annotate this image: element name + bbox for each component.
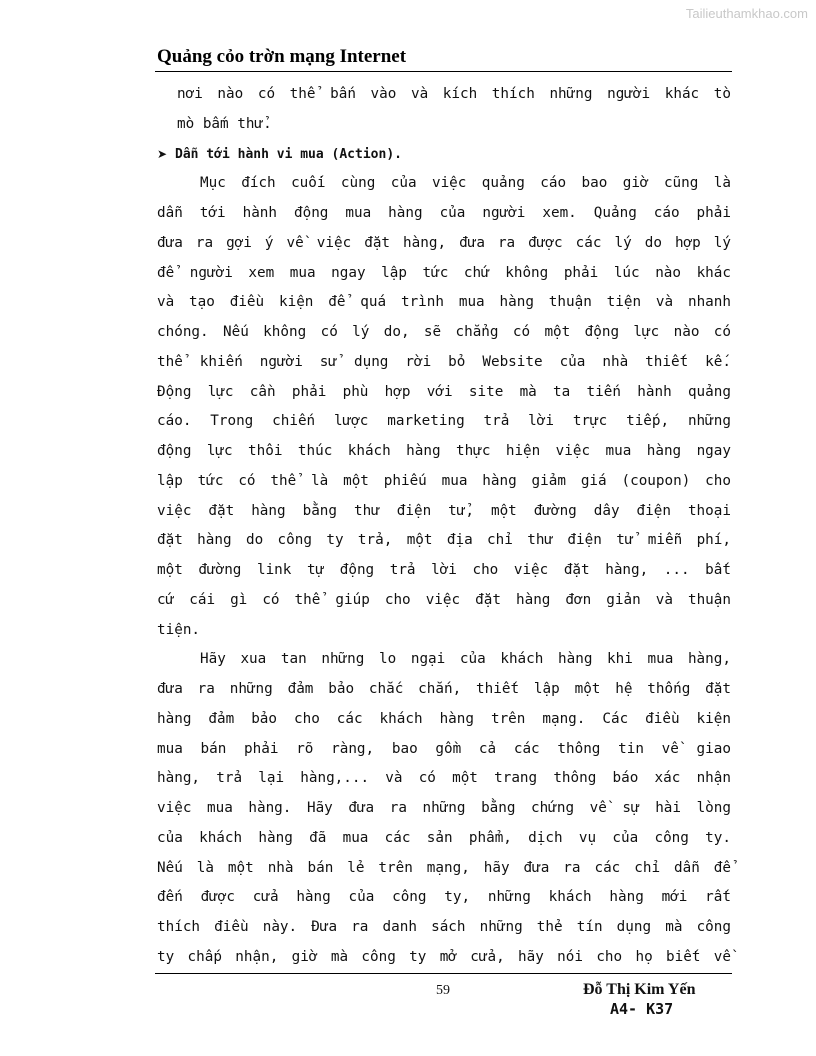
footer-author: Đỗ Thị Kim Yến: [583, 981, 696, 998]
text-line: thích điều này. Đưa ra danh sách những thẻ tín dụng mà công: [157, 919, 731, 935]
text-line: để người xem mua ngay lập tức chứ không phải lúc nào khác: [157, 264, 731, 281]
page-header-title: Quảng cỏo trờn mạng Internet: [157, 46, 407, 67]
text-line: động lực thôi thúc khách hàng thực hiện việc mua hàng ngay: [157, 443, 731, 459]
text-line: nơi nào có thể bấn vào và kích thích những người khác tò: [177, 86, 731, 102]
text-line: lập tức có thể là một phiếu mua hàng giảm giá (coupon) cho: [157, 472, 731, 489]
text-line: cáo. Trong chiến lược marketing trả lời trực tiếp, những: [157, 413, 731, 430]
text-line: tiện.: [157, 621, 201, 638]
text-line: và tạo điều kiện để quá trình mua hàng thuận tiện và nhanh: [157, 294, 731, 311]
text-line: một đường link tự động trả lời cho việc đặt hàng, ... bất: [157, 562, 731, 578]
text-line: hàng, trả lại hàng,... và có một trang thông báo xác nhận: [157, 770, 731, 787]
text-line: mò bấm thử.: [177, 115, 272, 132]
text-line: việc mua hàng. Hãy đưa ra những bằng chứng về sự hài lòng: [157, 800, 731, 816]
arrow-bullet-icon: ➤: [157, 146, 168, 161]
text-line: việc đặt hàng bằng thư điện tử, một đường dây điện thoại: [157, 502, 731, 519]
text-line: cứ cái gì có thể giúp cho việc đặt hàng đơn giản và thuận: [157, 591, 731, 608]
text-line: mua bán phải rõ ràng, bao gồm cả các thông tin về giao: [157, 740, 731, 757]
text-line: đến được cửa hàng của công ty, những khách hàng mới rất: [157, 889, 731, 906]
bullet-heading-text: Dẫn tới hành vi mua (Action).: [175, 146, 402, 162]
footer-divider: [155, 973, 732, 974]
document-body: [157, 80, 731, 973]
header-divider: [155, 71, 732, 72]
text-line: ty chấp nhận, giờ mà công ty mở cửa, hãy nói cho họ biết về: [157, 948, 731, 965]
text-line: Nếu là một nhà bán lẻ trên mạng, hãy đưa ra các chỉ dẫn để: [157, 859, 731, 876]
text-line: Hãy xua tan những lo ngại của khách hàng khi mua hàng,: [200, 651, 731, 668]
text-line: hàng đảm bảo cho các khách hàng trên mạng. Các điều kiện: [157, 710, 731, 727]
text-line: dẫn tới hành động mua hàng của người xem. Quảng cáo phải: [157, 205, 731, 221]
text-line: đặt hàng do công ty trả, một địa chỉ thư điện tử miễn phí,: [157, 532, 731, 549]
text-line: Động lực cần phải phù hợp với site mà ta tiến hành quảng: [157, 383, 731, 400]
page-number: 59: [436, 983, 450, 998]
watermark: Tailieuthamkhao.com: [685, 6, 808, 21]
footer-class-code: A4- K37: [610, 1000, 674, 1018]
text-line: đưa ra gợi ý về việc đặt hàng, đưa ra được các lý do hợp lý: [157, 234, 731, 251]
text-line: chóng. Nếu không có lý do, sẽ chẳng có một động lực nào có: [157, 324, 731, 340]
text-line: đưa ra những đảm bảo chắc chắn, thiết lập một hệ thống đặt: [157, 681, 731, 697]
text-line: của khách hàng đã mua các sản phẩm, dịch vụ của công ty.: [157, 829, 731, 846]
text-line: thể khiến người sử dụng rời bỏ Website của nhà thiết kế.: [157, 353, 731, 370]
text-line: Mục đích cuối cùng của việc quảng cáo bao giờ cũng là: [200, 175, 731, 192]
bullet-heading: [157, 140, 731, 170]
